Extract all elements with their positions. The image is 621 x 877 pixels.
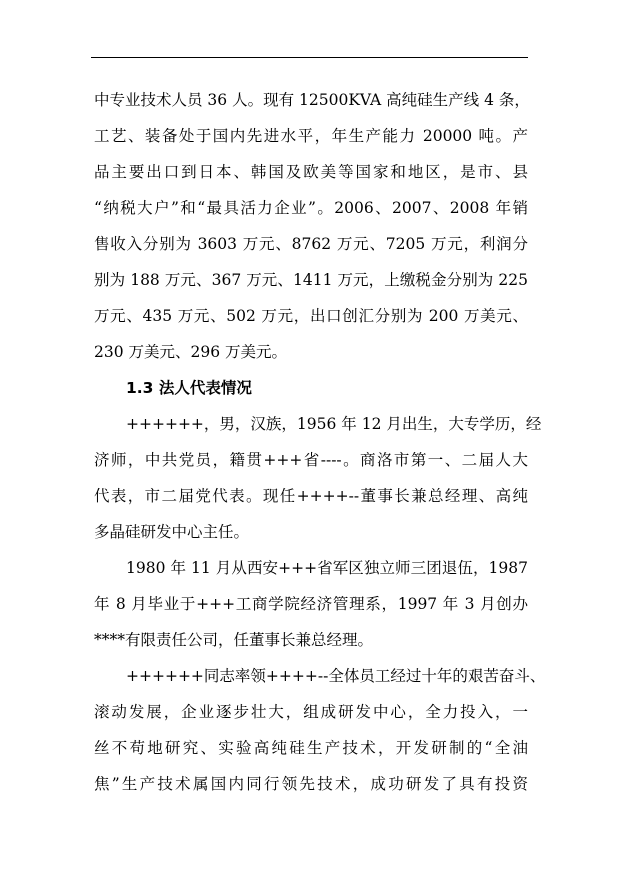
- text-line: ++++++同志率领++++--全体员工经过十年的艰苦奋斗、: [126, 667, 546, 685]
- text-line: 焦”生产技术属国内同行领先技术，成功研发了具有投资: [94, 775, 528, 793]
- text-line: 别为 188 万元、367 万元、1411 万元，上缴税金分别为 225: [94, 271, 528, 289]
- text-line: “纳税大户”和“最具活力企业”。2006、2007、2008 年销: [94, 199, 528, 217]
- text-line: 济师，中共党员，籍贯+++省----。商洛市第一、二届人大: [94, 451, 528, 469]
- text-line: 1980 年 11 月从西安+++省军区独立师三团退伍，1987: [126, 559, 528, 577]
- document-body: [94, 82, 546, 802]
- text-line: 代表，市二届党代表。现任++++--董事长兼总经理、高纯: [94, 487, 528, 505]
- header-rule: [91, 57, 528, 58]
- text-line: 品主要出口到日本、韩国及欧美等国家和地区，是市、县: [94, 163, 528, 181]
- text-line: 230 万美元、296 万美元。: [94, 343, 288, 361]
- paragraph-achievements: [94, 658, 546, 802]
- paragraph-legal-representative: [94, 406, 542, 550]
- text-line: 工艺、装备处于国内先进水平，年生产能力 20000 吨。产: [94, 127, 528, 145]
- text-line: 中专业技术人员 36 人。现有 12500KVA 高纯硅生产线 4 条，: [94, 91, 530, 109]
- text-line: 年 8 月毕业于+++工商学院经济管理系，1997 年 3 月创办: [94, 595, 528, 613]
- paragraph-career-history: [94, 550, 528, 658]
- text-line: ****有限责任公司，任董事长兼总经理。: [94, 631, 374, 649]
- text-line: ++++++，男，汉族，1956 年 12 月出生，大专学历，经: [126, 415, 542, 433]
- text-line: 丝不苟地研究、实验高纯硅生产技术，开发研制的“全油: [94, 739, 528, 757]
- text-line: 滚动发展，企业逐步壮大，组成研发中心，全力投入，一: [94, 703, 528, 721]
- text-line: 售收入分别为 3603 万元、8762 万元、7205 万元，利润分: [94, 235, 528, 253]
- text-line: 多晶硅研发中心主任。: [94, 523, 250, 541]
- section-heading: 1.3 法人代表情况: [126, 379, 252, 397]
- text-line: 万元、435 万元、502 万元，出口创汇分别为 200 万美元、: [94, 307, 528, 325]
- paragraph-company-overview: [94, 82, 528, 370]
